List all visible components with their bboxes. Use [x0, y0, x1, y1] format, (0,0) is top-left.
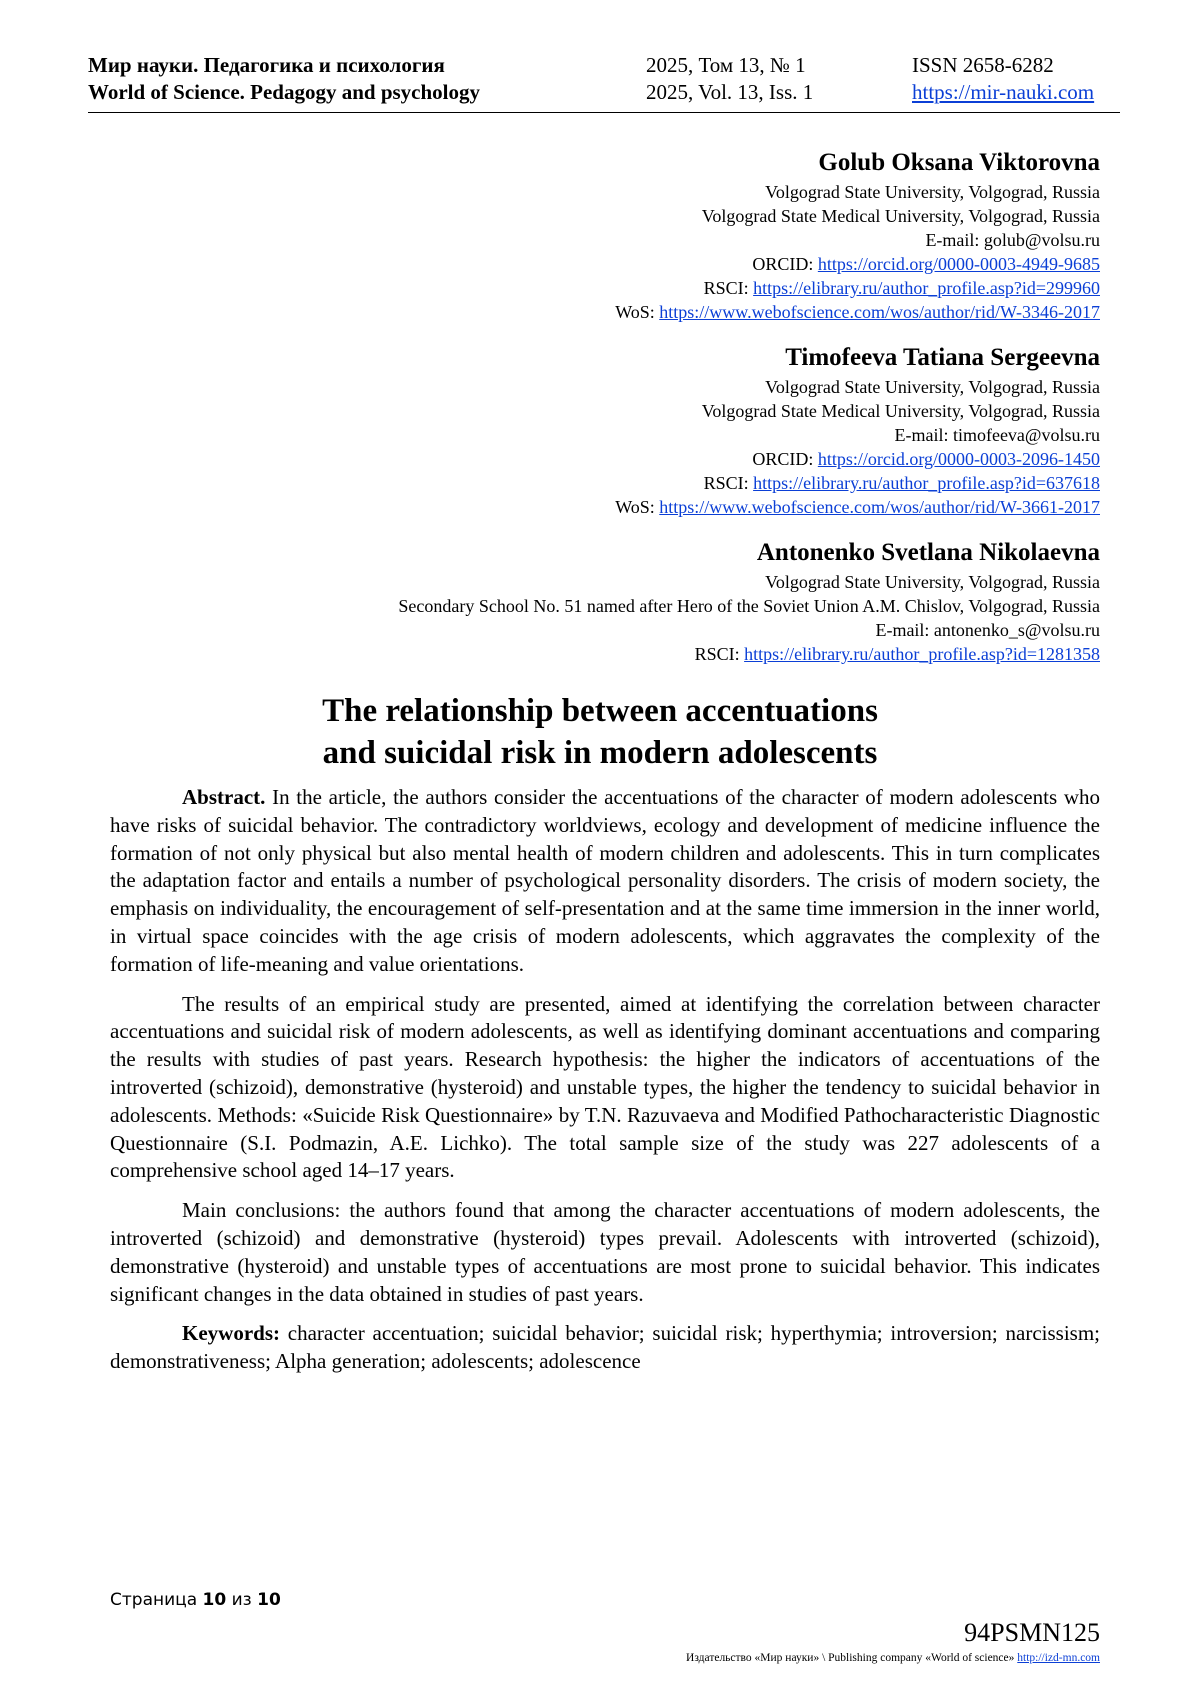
wos-label: WoS:	[615, 302, 660, 322]
author-name: Timofeeva Tatiana Sergeevna	[785, 344, 1100, 371]
article-body	[110, 784, 1100, 1388]
keywords-label: Keywords:	[182, 1321, 280, 1346]
conclusions-paragraph: Main conclusions: the authors found that among the character accentuations of modern adolescents, the introverted (schizoid) and demonstrative (hysteroid) types prevail. Adolescents with introverted (schizoid), demonstrative (hysteroid) and unstable types of accentuations are most prone to suicidal behavior. This indicates significant changes in the data obtained in studies of past years.	[110, 1198, 1100, 1306]
title-line-2: and suicidal risk in modern adolescents	[322, 735, 878, 771]
affiliation: Volgograd State University, Volgograd, Russia	[765, 377, 1100, 397]
orcid-link[interactable]: https://orcid.org/0000-0003-4949-9685	[817, 254, 1100, 274]
author-name: Golub Oksana Viktorovna	[818, 149, 1100, 176]
affiliation: Volgograd State Medical University, Volgograd, Russia	[701, 401, 1100, 421]
abstract-paragraph	[110, 784, 1100, 979]
article-code: 94PSMN125	[964, 1618, 1100, 1647]
orcid-label: ORCID:	[752, 449, 818, 469]
rsci-label: RSCI:	[703, 473, 754, 493]
author-email: E-mail: golub@volsu.ru	[925, 230, 1100, 250]
issue-block	[646, 52, 813, 106]
author-3	[398, 536, 1100, 666]
journal-header	[88, 52, 1120, 113]
author-email: E-mail: timofeeva@volsu.ru	[894, 425, 1100, 445]
page-current: 10	[202, 1590, 227, 1610]
page-total: 10	[257, 1590, 281, 1610]
page-number: Страница 10 из 10	[110, 1590, 281, 1610]
publisher-name: Издательство «Мир науки» \ Publishing company «World of science»	[686, 1652, 1018, 1664]
orcid-label: ORCID:	[752, 254, 818, 274]
results-paragraph: The results of an empirical study are presented, aimed at identifying the correlation between character accentuations and suicidal risk of modern adolescents, as well as identifying dominant accentuations and comparing the results with studies of past years. Research hypothesis: the higher the indicators of accentuations of the introverted (schizoid), demonstrative (hysteroid) and unstable types, the higher the tendency to suicidal behavior in adolescents. Methods: «Suicide Risk Questionnaire» by T.N. Razuvaeva and Modified Pathocharacteristic Diagnostic Questionnaire (S.I. Podmazin, A.E. Lichko). The total sample size of the study was 227 adolescents of a comprehensive school aged 14–17 years.	[110, 991, 1100, 1183]
wos-link[interactable]: https://www.webofscience.com/wos/author/rid/W-3346-2017	[659, 302, 1100, 322]
rsci-label: RSCI:	[703, 278, 754, 298]
keywords-text: character accentuation; suicidal behavior; suicidal risk; hyperthymia; introversion; narcissism; demonstrativeness; Alpha generation; adolescents; adolescence	[110, 1321, 1100, 1374]
affiliation: Secondary School No. 51 named after Hero of the Soviet Union A.M. Chislov, Volgograd, Russia	[398, 596, 1100, 616]
abstract-label: Abstract.	[182, 785, 266, 809]
author-1	[398, 146, 1100, 324]
rsci-link[interactable]: https://elibrary.ru/author_profile.asp?id=637618	[753, 473, 1100, 493]
publisher-link[interactable]: http://izd-mn.com	[1017, 1652, 1100, 1664]
affiliation: Volgograd State University, Volgograd, Russia	[765, 182, 1100, 202]
rsci-label: RSCI:	[694, 644, 745, 664]
author-2	[398, 341, 1100, 519]
title-line-1: The relationship between accentuations	[322, 693, 878, 729]
rsci-link[interactable]: https://elibrary.ru/author_profile.asp?id=1281358	[744, 644, 1100, 664]
author-email: E-mail: antonenko_s@volsu.ru	[875, 620, 1100, 640]
rsci-link[interactable]: https://elibrary.ru/author_profile.asp?id=299960	[753, 278, 1100, 298]
issn: ISSN 2658-6282	[912, 53, 1054, 77]
wos-label: WoS:	[615, 497, 660, 517]
issn-block	[912, 52, 1094, 106]
journal-title-block	[88, 52, 480, 106]
abstract-text: In the article, the authors consider the accentuations of the character of modern adolescents who have risks of suicidal behavior. The contradictory worldviews, ecology and development of medicine influence the formation of not only physical but also mental health of modern children and adolescents. This in turn complicates the adaptation factor and entails a number of psychological personality disorders. The crisis of modern society, the emphasis on individuality, the encouragement of self-presentation and at the same time immersion in the inner world, in virtual space coincides with the age crisis of modern adolescents, which aggravates the complexity of the formation of life-meaning and value orientations.	[110, 785, 1100, 976]
keywords-paragraph	[110, 1320, 1100, 1376]
affiliation: Volgograd State University, Volgograd, Russia	[765, 572, 1100, 592]
issue-ru: 2025, Том 13, № 1	[646, 53, 806, 77]
journal-title-en: World of Science. Pedagogy and psychology	[88, 80, 481, 104]
publisher-line	[686, 1652, 1100, 1664]
journal-title-ru: Мир науки. Педагогика и психология	[88, 53, 445, 77]
article-title	[0, 690, 1200, 774]
affiliation: Volgograd State Medical University, Volgograd, Russia	[701, 206, 1100, 226]
orcid-link[interactable]: https://orcid.org/0000-0003-2096-1450	[817, 449, 1100, 469]
issue-en: 2025, Vol. 13, Iss. 1	[646, 80, 814, 104]
author-name: Antonenko Svetlana Nikolaevna	[756, 539, 1100, 566]
authors-block	[398, 146, 1100, 683]
journal-site-link[interactable]: https://mir-nauki.com	[912, 80, 1095, 104]
wos-link[interactable]: https://www.webofscience.com/wos/author/rid/W-3661-2017	[659, 497, 1100, 517]
